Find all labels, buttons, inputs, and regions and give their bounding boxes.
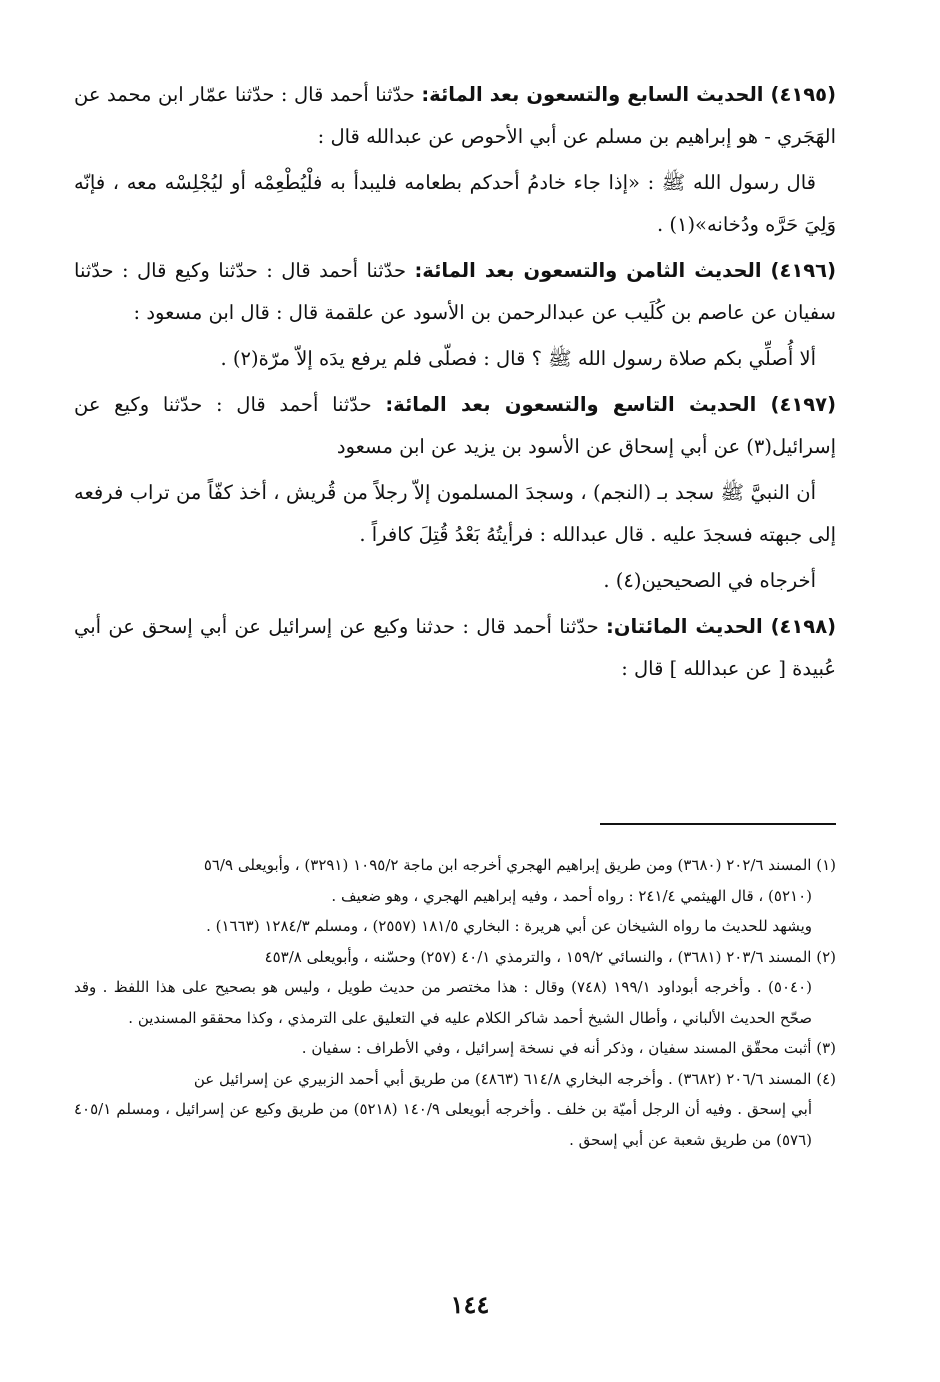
hadith-heading: (٤١٩٨) الحديث المائتان: [606, 615, 837, 638]
hadith-heading: (٤١٩٧) الحديث التاسع والتسعون بعد المائة: [385, 393, 836, 416]
isnad-text: حدّثنا أحمد قال : حدثنا وكيع عن إسرائيل عن أبي إسحق عن أبي عُبيدة [ عن عبدالله ] قال : [74, 615, 836, 680]
hadith-4197-takhrij: أخرجاه في الصحيحين(٤) . [603, 569, 816, 592]
hadith-4195-matn: قال رسول الله ﷺ : «إذا جاء خادمُ أحدكم بطعامه فليبدأ به فلْيُطْعِمْه أو ليُجْلِسْه معه ، فإنّه وَلِيَ حَرَّه ودُخانه»(١) . [74, 171, 836, 236]
footnote-divider [600, 823, 836, 825]
footnote-1-lead: (١) المسند ٢٠٢/٦ (٣٦٨٠) ومن طريق إبراهيم الهجري أخرجه ابن ماجة ١٠٩٥/٢ (٣٢٩١) ، وأبويعلى ٥٦/٩ [203, 856, 836, 874]
hadith-4197-matn: أن النبيَّ ﷺ سجد بـ (النجم) ، وسجدَ المسلمون إلاّ رجلاً من قُريش ، أخذ كفّاً من تراب فرفعه إلى جبهته فسجدَ عليه . قال عبدالله : فرأيتُهُ بَعْدُ قُتِلَ كافراً . [74, 481, 836, 546]
footnote-4-lead: (٤) المسند ٢٠٦/٦ (٣٦٨٢) . وأخرجه البخاري ٦١٤/٨ (٤٨٦٣) من طريق أبي أحمد الزبيري عن إسرائيل عن [193, 1069, 836, 1088]
footnote-3: (٣) أثبت محقّق المسند سفيان ، وذكر أنه في نسخة إسرائيل ، وفي الأطراف : سفيان . [301, 1039, 836, 1057]
isnad-text: حدّثنا أحمد قال : حدّثنا وكيع قال : حدّثنا سفيان عن عاصم بن كُلَيب عن عبدالرحمن بن الأسود عن علقمة قال : قال ابن مسعود : [74, 259, 836, 324]
hadith-4198-isnad [74, 606, 836, 690]
footnote-2-lead: (٢) المسند ٢٠٣/٦ (٣٦٨١) ، والنسائي ١٥٩/٢ ، والترمذي ٤٠/١ (٢٥٧) وحسّنه ، وأبويعلى ٤٥٣/٨ [264, 947, 836, 966]
footnote-2-body: (٥٠٤٠) . وأخرجه أبوداود ١٩٩/١ (٧٤٨) وقال : هذا مختصر من حديث طويل ، وليس هو بصحيح على هذا اللفظ . وقد صحّح الحديث الألباني ، وأطال الشيخ أحمد شاكر الكلام عليه في التعليق على الترمذي ، وكذا محققو المسندين . [74, 978, 812, 1027]
hadith-heading: (٤١٩٦) الحديث الثامن والتسعون بعد المائة: [414, 259, 836, 282]
main-text [74, 74, 836, 694]
hadith-4195-isnad [74, 74, 836, 158]
footnote-1-body: (٥٢١٠) ، قال الهيثمي ٢٤١/٤ : رواه أحمد ، وفيه إبراهيم الهجري ، وهو ضعيف . [331, 886, 812, 905]
isnad-text: حدّثنا أحمد قال : حدّثنا عمّار ابن محمد عن الهَجَري - هو إبراهيم بن مسلم عن أبي الأحوص عن عبدالله قال : [74, 83, 836, 148]
hadith-4196-matn: ألا أُصلِّي بكم صلاة رسول الله ﷺ ؟ قال : فصلّى فلم يرفع يدَه إلاّ مرّة(٢) . [220, 347, 816, 370]
footnote-4-body: أبي إسحق . وفيه أن الرجل أميّة بن خلف . وأخرجه أبويعلى ١٤٠/٩ (٥٢١٨) من طريق وكيع عن إسرائيل ، ومسلم ٤٠٥/١ (٥٧٦) من طريق شعبة عن أبي إسحق . [74, 1100, 812, 1149]
hadith-4196-isnad [74, 250, 836, 334]
footnotes [74, 850, 836, 1155]
page-number: ١٤٤ [450, 1290, 490, 1319]
footnote-1-tail: ويشهد للحديث ما رواه الشيخان عن أبي هريرة : البخاري ١٨١/٥ (٢٥٥٧) ، ومسلم ١٢٨٤/٣ (١٦٦٣) . [206, 917, 812, 935]
hadith-heading: (٤١٩٥) الحديث السابع والتسعون بعد المائة: [421, 83, 836, 106]
hadith-4197-isnad [74, 384, 836, 468]
isnad-text: حدّثنا أحمد قال : حدّثنا وكيع عن إسرائيل(٣) عن أبي إسحاق عن الأسود بن يزيد عن ابن مسعود [74, 393, 836, 458]
